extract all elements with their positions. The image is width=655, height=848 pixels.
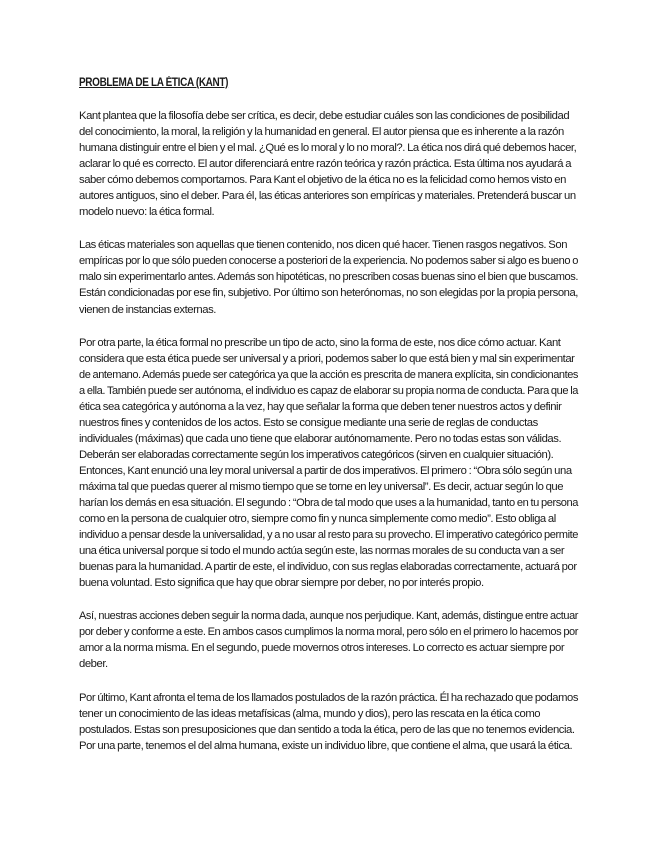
text-line: del conocimiento, la moral, la religión y la humanidad en general. El autor piensa que es inherente a la razón	[79, 126, 564, 139]
text-line: de antemano. Además puede ser categórica ya que la acción es prescrita de manera explícita, sin condicionantes	[79, 368, 578, 381]
text-line: individuo a pensar desde la universalidad, y a no usar al resto para su provecho. El imperativo categórico permite	[79, 529, 578, 542]
paragraph-1	[79, 108, 578, 220]
text-line: Kant plantea que la filosofía debe ser crítica, es decir, debe estudiar cuáles son las condiciones de posibilidad	[79, 110, 570, 122]
text-line: una ética universal porque si todo el mundo actúa según este, las normas morales de su conducta van a ser	[79, 545, 565, 558]
text-line: vienen de instancias externas.	[79, 303, 216, 316]
text-line: nuestros fines y contenidos de los actos. Esto se consigue mediante una serie de reglas de conductas	[79, 416, 538, 429]
text-line: a ella. También puede ser autónoma, el individuo es capaz de elaborar su propia norma de conducta. Para que la	[79, 384, 578, 397]
text-line: modelo nuevo: la ética formal.	[79, 206, 215, 219]
paragraph-5	[79, 690, 578, 754]
text-line: Están condicionadas por ese fin, subjetivo. Por último son heterónomas, no son elegidas por la propia persona,	[79, 287, 578, 300]
paragraph-2	[79, 237, 578, 317]
text-line: tener un conocimiento de las ideas metafísicas (alma, mundo y dios), pero las rescata en la ética como	[79, 707, 541, 720]
text-line: buenas para la humanidad. A partir de este, el individuo, con sus reglas elaboradas correctamente, actuará por	[79, 561, 577, 574]
text-line: buena voluntad. Esto significa que hay que obrar siempre por deber, no por interés propio.	[79, 577, 484, 590]
text-line: ética sea categórica y autónoma a la vez, hay que señalar la forma que deben tener nuestros actos y definir	[79, 400, 562, 413]
text-line: amor a la norma misma. En el segundo, puede movernos otros intereses. Lo correcto es actuar siempre por	[79, 642, 565, 655]
text-line: Por otra parte, la ética formal no prescribe un tipo de acto, sino la forma de este, nos dice cómo actuar. Kant	[79, 336, 561, 349]
text-line: autores antiguos, sino el deber. Para él, las éticas anteriores son empíricas y materiales. Pretenderá buscar un	[79, 190, 576, 203]
text-line: Por una parte, tenemos el del alma humana, existe un individuo libre, que contiene el alma, que usará la ética.	[79, 739, 573, 752]
text-line: Así, nuestras acciones deben seguir la norma dada, aunque nos perjudique. Kant, además, distingue entre actuar	[79, 610, 578, 623]
paragraph-4	[79, 608, 578, 672]
paragraph-3	[79, 335, 578, 592]
text-line: humana distinguir entre el bien y el mal. ¿Qué es lo moral y lo no moral?. La ética nos dirá qué debemos hacer,	[79, 142, 577, 155]
text-line: individuales (máximas) que cada uno tiene que elaborar autónomamente. Pero no todas estas son válidas.	[79, 432, 562, 445]
text-line: saber cómo debemos comportarnos. Para Kant el objetivo de la ética no es la felicidad como hemos visto en	[79, 174, 566, 187]
document-page	[79, 76, 578, 771]
text-line: Entonces, Kant enunció una ley moral universal a partir de dos imperativos. El primero : “Obra sólo según una	[79, 464, 572, 477]
text-line: harían los demás en esa situación. El segundo : “Obra de tal modo que uses a la humanidad, tanto en tu persona	[79, 497, 578, 510]
text-line: empíricas por lo que sólo pueden conocerse a posteriori de la experiencia. No podemos saber si algo es bueno o	[79, 255, 578, 268]
document-title: PROBLEMA DE LA ÉTICA (KANT)	[79, 76, 229, 89]
text-line: Deberán ser elaboradas correctamente según los imperativos categóricos (sirven en cualquier situación).	[79, 448, 554, 461]
text-line: considera que esta ética puede ser universal y a priori, podemos saber lo que está bien y mal sin experimentar	[79, 352, 575, 365]
text-line: aclarar lo qué es correcto. El autor diferenciará entre razón teórica y razón práctica. Esta última nos ayudará a	[79, 158, 572, 171]
text-line: como en la persona de cualquier otro, siempre como fin y nunca simplemente como medio”. Esto obliga al	[79, 513, 556, 526]
text-line: Las éticas materiales son aquellas que tienen contenido, nos dicen qué hacer. Tienen rasgos negativos. Son	[79, 239, 568, 252]
text-line: máxima tal que puedas querer al mismo tiempo que se torne en ley universal”. Es decir, actuar según lo que	[79, 480, 564, 493]
text-line: malo sin experimentarlo antes. Además son hipotéticas, no prescriben cosas buenas sino el bien que buscamos.	[79, 271, 578, 284]
text-line: deber.	[79, 658, 108, 671]
text-line: Por último, Kant afronta el tema de los llamados postulados de la razón práctica. Él ha rechazado que podamos	[79, 691, 578, 704]
text-line: por deber y conforme a este. En ambos casos cumplimos la norma moral, pero sólo en el primero lo hacemos por	[79, 626, 578, 639]
text-line: postulados. Estas son presuposiciones que dan sentido a toda la ética, pero de las que no tenemos evidencia.	[79, 723, 575, 736]
